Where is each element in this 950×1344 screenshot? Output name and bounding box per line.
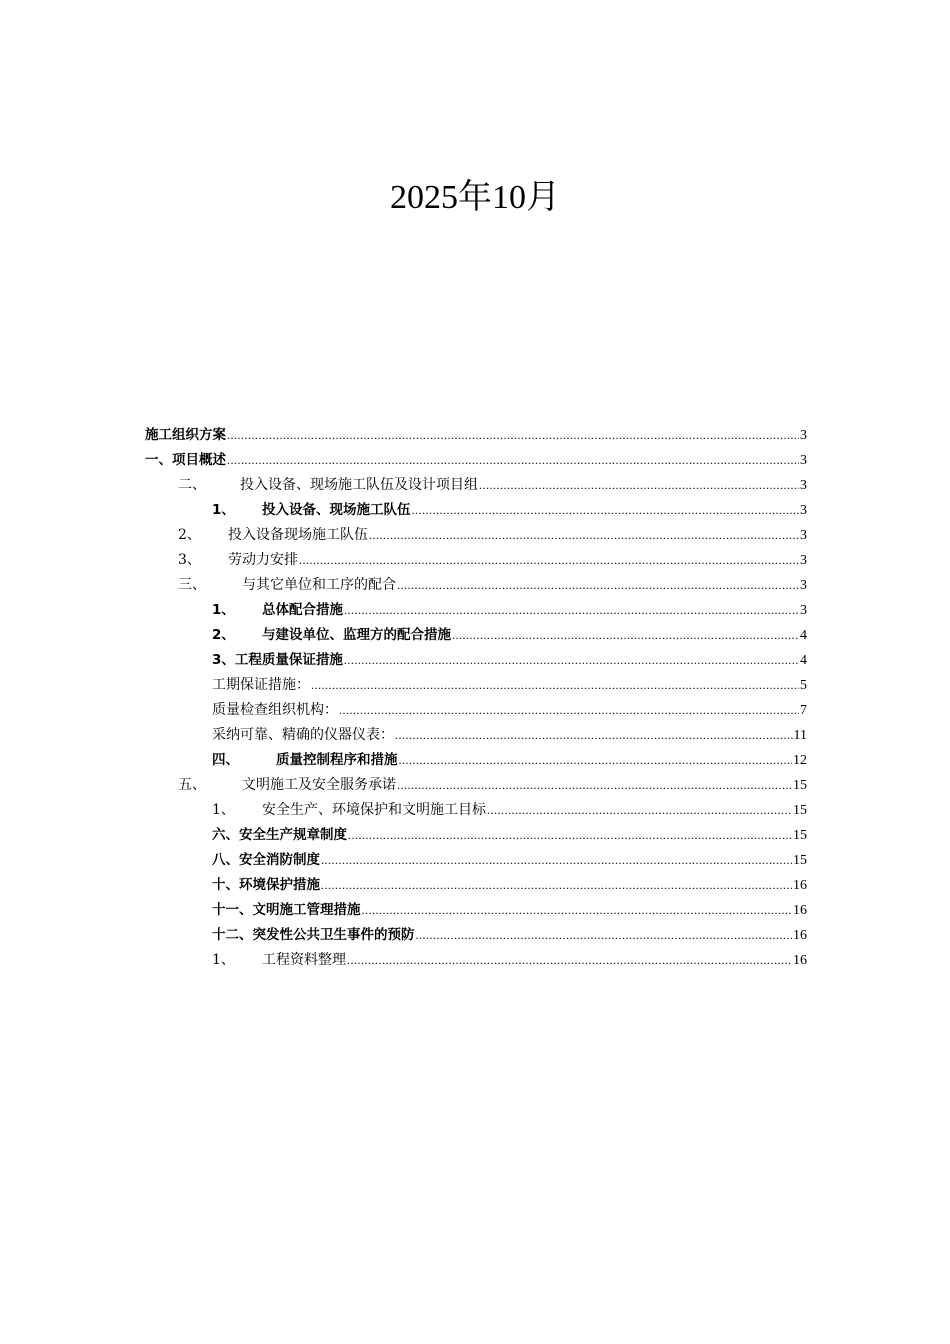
- toc-entry-page: 11: [793, 728, 807, 743]
- toc-entry-page: 15: [793, 828, 807, 843]
- toc-entry-number: 二、: [178, 477, 206, 493]
- toc-entry[interactable]: [145, 798, 807, 823]
- toc-entry-title: 与其它单位和工序的配合: [242, 577, 396, 593]
- toc-entry[interactable]: [145, 498, 807, 523]
- toc-entry-title: 劳动力安排: [228, 552, 298, 568]
- toc-leader-dots: [397, 773, 792, 798]
- toc-entry-page: 16: [793, 903, 807, 918]
- toc-entry[interactable]: [145, 648, 807, 673]
- toc-entry[interactable]: [145, 523, 807, 548]
- toc-entry-number: 3、: [178, 552, 201, 568]
- toc-entry-title: 采纳可靠、精确的仪器仪表：: [212, 727, 394, 743]
- toc-entry-page: 15: [793, 778, 807, 793]
- toc-entry[interactable]: [145, 573, 807, 598]
- toc-entry[interactable]: [145, 773, 807, 798]
- toc-leader-dots: [416, 923, 793, 948]
- toc-entry[interactable]: [145, 548, 807, 573]
- toc-entry-title: 一、项目概述: [145, 452, 226, 468]
- toc-entry-number: 1、: [212, 602, 235, 618]
- toc-leader-dots: [344, 648, 799, 673]
- toc-entry[interactable]: [145, 848, 807, 873]
- toc-leader-dots: [395, 723, 793, 748]
- toc-entry-title: 总体配合措施: [262, 602, 343, 618]
- toc-entry-title: 投入设备现场施工队伍: [228, 527, 368, 543]
- toc-entry-page: 3: [800, 528, 807, 543]
- toc-entry-page: 3: [800, 453, 807, 468]
- toc-entry-title: 六、安全生产规章制度: [212, 827, 347, 843]
- toc-leader-dots: [362, 898, 793, 923]
- toc-entry-page: 15: [793, 803, 807, 818]
- toc-leader-dots: [344, 598, 799, 623]
- toc-entry[interactable]: [145, 673, 807, 698]
- toc-entry-page: 3: [800, 578, 807, 593]
- toc-entry-page: 4: [800, 653, 807, 668]
- toc-entry-title: 十、环境保护措施: [212, 877, 320, 893]
- toc-entry-title: 文明施工及安全服务承诺: [242, 777, 396, 793]
- toc-entry-title: 投入设备、现场施工队伍及设计项目组: [240, 477, 478, 493]
- toc-leader-dots: [369, 523, 799, 548]
- toc-leader-dots: [347, 948, 792, 973]
- toc-entry-title: 与建设单位、监理方的配合措施: [262, 627, 451, 643]
- toc-entry-page: 16: [793, 953, 807, 968]
- toc-leader-dots: [412, 498, 800, 523]
- toc-leader-dots: [299, 548, 799, 573]
- toc-entry-number: 三、: [178, 577, 206, 593]
- toc-entry-number: 1、: [212, 802, 235, 818]
- toc-entry-page: 16: [793, 928, 807, 943]
- page-date: 2025年10月: [390, 179, 560, 216]
- toc-entry-number: 2、: [178, 527, 201, 543]
- toc-entry-title: 工期保证措施：: [212, 677, 310, 693]
- toc-leader-dots: [311, 673, 799, 698]
- toc-entry-page: 3: [800, 503, 807, 518]
- toc-leader-dots: [348, 823, 792, 848]
- toc-entry-number: 五、: [178, 777, 206, 793]
- toc-leader-dots: [479, 473, 799, 498]
- toc-entry-page: 3: [800, 553, 807, 568]
- toc-entry[interactable]: [145, 923, 807, 948]
- toc-entry-title: 质量控制程序和措施: [276, 752, 398, 768]
- toc-entry-page: 5: [800, 678, 807, 693]
- toc-entry[interactable]: [145, 423, 807, 448]
- toc-entry-page: 15: [793, 853, 807, 868]
- toc-entry[interactable]: [145, 723, 807, 748]
- toc-entry-title: 十一、文明施工管理措施: [212, 902, 361, 918]
- toc-leader-dots: [227, 448, 799, 473]
- toc-entry-number: 2、: [212, 627, 235, 643]
- toc-leader-dots: [397, 573, 799, 598]
- toc-entry[interactable]: [145, 748, 807, 773]
- toc-entry[interactable]: [145, 623, 807, 648]
- toc-entry-page: 3: [800, 428, 807, 443]
- toc-entry[interactable]: [145, 948, 807, 973]
- toc-entry-page: 7: [800, 703, 807, 718]
- toc-entry-title: 工程资料整理: [262, 952, 346, 968]
- toc-leader-dots: [399, 748, 793, 773]
- toc-entry[interactable]: [145, 473, 807, 498]
- toc-entry-title: 施工组织方案: [145, 427, 226, 443]
- toc-entry-number: 四、: [212, 752, 239, 768]
- toc-leader-dots: [321, 848, 792, 873]
- toc-entry-number: 1、: [212, 502, 235, 518]
- toc-entry-title: 质量检查组织机构：: [212, 702, 338, 718]
- toc-entry-page: 12: [793, 753, 807, 768]
- toc-leader-dots: [321, 873, 792, 898]
- toc-entry[interactable]: [145, 873, 807, 898]
- toc-entry-number: 1、: [212, 952, 235, 968]
- toc-entry[interactable]: [145, 823, 807, 848]
- toc-entry-page: 3: [800, 603, 807, 618]
- toc-entry[interactable]: [145, 448, 807, 473]
- toc-entry[interactable]: [145, 898, 807, 923]
- toc-entry-title: 十二、突发性公共卫生事件的预防: [212, 927, 415, 943]
- toc-leader-dots: [227, 423, 799, 448]
- toc-entry-page: 3: [800, 478, 807, 493]
- toc-entry-title: 3、工程质量保证措施: [212, 652, 343, 668]
- toc-leader-dots: [487, 798, 792, 823]
- toc-entry[interactable]: [145, 598, 807, 623]
- table-of-contents: [145, 423, 807, 973]
- toc-entry-page: 16: [793, 878, 807, 893]
- toc-entry[interactable]: [145, 698, 807, 723]
- toc-entry-title: 投入设备、现场施工队伍: [262, 502, 411, 518]
- toc-entry-title: 安全生产、环境保护和文明施工目标: [262, 802, 486, 818]
- toc-leader-dots: [339, 698, 799, 723]
- toc-leader-dots: [452, 623, 799, 648]
- toc-entry-page: 4: [800, 628, 807, 643]
- toc-entry-title: 八、安全消防制度: [212, 852, 320, 868]
